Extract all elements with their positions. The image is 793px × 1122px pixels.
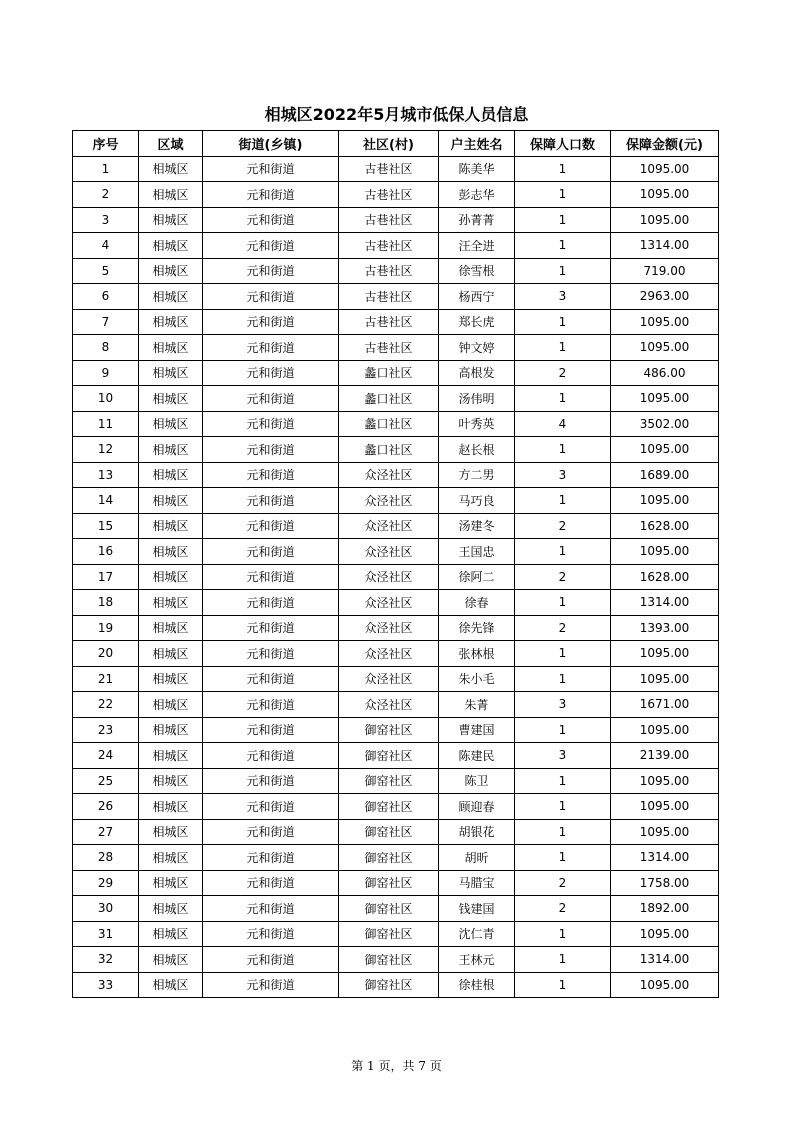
cell-district: 相城区 (139, 284, 203, 310)
table-row (73, 462, 719, 488)
cell-community: 古巷社区 (339, 156, 439, 182)
table-row (73, 794, 719, 820)
table-row (73, 258, 719, 284)
header-householder: 户主姓名 (439, 131, 515, 157)
cell-amount: 1393.00 (611, 615, 719, 641)
cell-householder: 彭志华 (439, 182, 515, 208)
cell-district: 相城区 (139, 437, 203, 463)
table-row (73, 411, 719, 437)
cell-index: 2 (73, 182, 139, 208)
cell-street: 元和街道 (203, 156, 339, 182)
cell-population: 2 (515, 615, 611, 641)
cell-index: 10 (73, 386, 139, 412)
cell-householder: 方二男 (439, 462, 515, 488)
cell-district: 相城区 (139, 896, 203, 922)
cell-amount: 1314.00 (611, 233, 719, 259)
header-population: 保障人口数 (515, 131, 611, 157)
cell-amount: 1095.00 (611, 539, 719, 565)
cell-street: 元和街道 (203, 717, 339, 743)
cell-district: 相城区 (139, 309, 203, 335)
cell-amount: 1095.00 (611, 921, 719, 947)
cell-amount: 486.00 (611, 360, 719, 386)
cell-community: 众泾社区 (339, 692, 439, 718)
cell-street: 元和街道 (203, 513, 339, 539)
cell-district: 相城区 (139, 768, 203, 794)
cell-street: 元和街道 (203, 768, 339, 794)
cell-street: 元和街道 (203, 921, 339, 947)
cell-district: 相城区 (139, 692, 203, 718)
cell-householder: 赵长根 (439, 437, 515, 463)
table-row (73, 335, 719, 361)
cell-street: 元和街道 (203, 539, 339, 565)
cell-community: 御窑社区 (339, 921, 439, 947)
cell-community: 御窑社区 (339, 717, 439, 743)
cell-community: 众泾社区 (339, 513, 439, 539)
cell-population: 1 (515, 488, 611, 514)
cell-population: 1 (515, 794, 611, 820)
cell-district: 相城区 (139, 156, 203, 182)
table-row (73, 972, 719, 998)
cell-population: 3 (515, 462, 611, 488)
cell-community: 古巷社区 (339, 284, 439, 310)
cell-community: 古巷社区 (339, 233, 439, 259)
cell-amount: 1314.00 (611, 845, 719, 871)
cell-index: 30 (73, 896, 139, 922)
document-title: 相城区2022年5月城市低保人员信息 (264, 105, 529, 124)
cell-householder: 胡昕 (439, 845, 515, 871)
table-row (73, 590, 719, 616)
header-index: 序号 (73, 131, 139, 157)
cell-population: 1 (515, 768, 611, 794)
cell-district: 相城区 (139, 921, 203, 947)
table-row (73, 233, 719, 259)
cell-district: 相城区 (139, 870, 203, 896)
cell-community: 古巷社区 (339, 207, 439, 233)
cell-district: 相城区 (139, 794, 203, 820)
cell-street: 元和街道 (203, 309, 339, 335)
cell-index: 13 (73, 462, 139, 488)
cell-amount: 1095.00 (611, 819, 719, 845)
cell-amount: 1758.00 (611, 870, 719, 896)
cell-community: 古巷社区 (339, 309, 439, 335)
cell-street: 元和街道 (203, 564, 339, 590)
cell-community: 蠡口社区 (339, 386, 439, 412)
cell-street: 元和街道 (203, 411, 339, 437)
cell-street: 元和街道 (203, 284, 339, 310)
cell-index: 31 (73, 921, 139, 947)
cell-population: 1 (515, 666, 611, 692)
cell-householder: 王林元 (439, 947, 515, 973)
cell-community: 众泾社区 (339, 564, 439, 590)
cell-population: 3 (515, 284, 611, 310)
cell-population: 1 (515, 156, 611, 182)
cell-householder: 王国忠 (439, 539, 515, 565)
cell-population: 2 (515, 870, 611, 896)
cell-householder: 徐春 (439, 590, 515, 616)
table-row (73, 182, 719, 208)
cell-index: 24 (73, 743, 139, 769)
cell-population: 1 (515, 947, 611, 973)
cell-householder: 杨西宁 (439, 284, 515, 310)
cell-street: 元和街道 (203, 870, 339, 896)
cell-index: 12 (73, 437, 139, 463)
cell-community: 蠡口社区 (339, 360, 439, 386)
cell-index: 26 (73, 794, 139, 820)
cell-street: 元和街道 (203, 743, 339, 769)
cell-amount: 1671.00 (611, 692, 719, 718)
cell-householder: 钱建国 (439, 896, 515, 922)
cell-householder: 顾迎春 (439, 794, 515, 820)
header-amount: 保障金额(元) (611, 131, 719, 157)
table-row (73, 360, 719, 386)
header-district: 区域 (139, 131, 203, 157)
cell-index: 4 (73, 233, 139, 259)
cell-community: 众泾社区 (339, 488, 439, 514)
cell-amount: 2963.00 (611, 284, 719, 310)
cell-street: 元和街道 (203, 360, 339, 386)
cell-street: 元和街道 (203, 233, 339, 259)
cell-amount: 1095.00 (611, 182, 719, 208)
cell-amount: 1095.00 (611, 335, 719, 361)
cell-householder: 徐桂根 (439, 972, 515, 998)
cell-householder: 陈卫 (439, 768, 515, 794)
table-row (73, 615, 719, 641)
cell-householder: 陈建民 (439, 743, 515, 769)
cell-district: 相城区 (139, 590, 203, 616)
cell-householder: 徐雪根 (439, 258, 515, 284)
cell-householder: 汤伟明 (439, 386, 515, 412)
cell-street: 元和街道 (203, 819, 339, 845)
cell-district: 相城区 (139, 564, 203, 590)
cell-index: 9 (73, 360, 139, 386)
cell-index: 25 (73, 768, 139, 794)
cell-index: 20 (73, 641, 139, 667)
cell-population: 2 (515, 564, 611, 590)
cell-index: 1 (73, 156, 139, 182)
cell-amount: 3502.00 (611, 411, 719, 437)
cell-community: 御窑社区 (339, 870, 439, 896)
cell-householder: 马巧良 (439, 488, 515, 514)
cell-index: 19 (73, 615, 139, 641)
cell-population: 1 (515, 845, 611, 871)
cell-community: 古巷社区 (339, 182, 439, 208)
cell-amount: 1095.00 (611, 437, 719, 463)
cell-district: 相城区 (139, 845, 203, 871)
cell-population: 1 (515, 258, 611, 284)
cell-index: 11 (73, 411, 139, 437)
cell-community: 御窑社区 (339, 896, 439, 922)
cell-amount: 1095.00 (611, 972, 719, 998)
cell-population: 1 (515, 335, 611, 361)
page-footer: 第 1 页，共 7 页 (351, 1059, 442, 1073)
table-header-row (73, 131, 719, 157)
cell-householder: 叶秀英 (439, 411, 515, 437)
cell-population: 4 (515, 411, 611, 437)
cell-street: 元和街道 (203, 335, 339, 361)
cell-population: 1 (515, 641, 611, 667)
cell-amount: 1095.00 (611, 488, 719, 514)
cell-index: 14 (73, 488, 139, 514)
table-row (73, 309, 719, 335)
cell-amount: 1095.00 (611, 666, 719, 692)
cell-householder: 徐先锋 (439, 615, 515, 641)
cell-householder: 张林根 (439, 641, 515, 667)
cell-community: 古巷社区 (339, 258, 439, 284)
cell-amount: 2139.00 (611, 743, 719, 769)
cell-amount: 1314.00 (611, 590, 719, 616)
cell-district: 相城区 (139, 182, 203, 208)
cell-community: 御窑社区 (339, 845, 439, 871)
cell-district: 相城区 (139, 233, 203, 259)
cell-district: 相城区 (139, 539, 203, 565)
cell-population: 1 (515, 309, 611, 335)
cell-street: 元和街道 (203, 437, 339, 463)
cell-population: 1 (515, 921, 611, 947)
cell-amount: 1095.00 (611, 641, 719, 667)
cell-householder: 胡银花 (439, 819, 515, 845)
cell-street: 元和街道 (203, 462, 339, 488)
cell-population: 1 (515, 437, 611, 463)
cell-population: 1 (515, 386, 611, 412)
cell-population: 1 (515, 717, 611, 743)
cell-street: 元和街道 (203, 488, 339, 514)
table-row (73, 768, 719, 794)
cell-index: 3 (73, 207, 139, 233)
cell-householder: 徐阿二 (439, 564, 515, 590)
cell-community: 蠡口社区 (339, 437, 439, 463)
cell-index: 8 (73, 335, 139, 361)
cell-index: 7 (73, 309, 139, 335)
cell-index: 21 (73, 666, 139, 692)
cell-district: 相城区 (139, 743, 203, 769)
cell-householder: 朱小毛 (439, 666, 515, 692)
cell-householder: 曹建国 (439, 717, 515, 743)
cell-householder: 马腊宝 (439, 870, 515, 896)
table-row (73, 641, 719, 667)
cell-district: 相城区 (139, 386, 203, 412)
table-row (73, 896, 719, 922)
table-row (73, 819, 719, 845)
cell-amount: 1095.00 (611, 156, 719, 182)
cell-population: 2 (515, 513, 611, 539)
cell-amount: 1628.00 (611, 564, 719, 590)
cell-district: 相城区 (139, 411, 203, 437)
cell-householder: 孙菁菁 (439, 207, 515, 233)
data-table (72, 130, 719, 998)
cell-amount: 1095.00 (611, 794, 719, 820)
cell-community: 御窑社区 (339, 947, 439, 973)
table-row (73, 692, 719, 718)
cell-index: 5 (73, 258, 139, 284)
cell-population: 1 (515, 182, 611, 208)
cell-community: 古巷社区 (339, 335, 439, 361)
table-row (73, 870, 719, 896)
cell-district: 相城区 (139, 335, 203, 361)
table-row (73, 513, 719, 539)
cell-amount: 1095.00 (611, 386, 719, 412)
cell-index: 16 (73, 539, 139, 565)
table-row (73, 921, 719, 947)
cell-amount: 719.00 (611, 258, 719, 284)
cell-street: 元和街道 (203, 207, 339, 233)
cell-district: 相城区 (139, 360, 203, 386)
header-community: 社区(村) (339, 131, 439, 157)
cell-index: 22 (73, 692, 139, 718)
cell-community: 御窑社区 (339, 972, 439, 998)
cell-population: 2 (515, 360, 611, 386)
cell-district: 相城区 (139, 488, 203, 514)
cell-district: 相城区 (139, 258, 203, 284)
cell-householder: 沈仁青 (439, 921, 515, 947)
cell-street: 元和街道 (203, 972, 339, 998)
cell-street: 元和街道 (203, 666, 339, 692)
cell-index: 17 (73, 564, 139, 590)
table-row (73, 386, 719, 412)
cell-population: 1 (515, 972, 611, 998)
table-row (73, 156, 719, 182)
cell-district: 相城区 (139, 641, 203, 667)
cell-index: 6 (73, 284, 139, 310)
cell-street: 元和街道 (203, 692, 339, 718)
cell-community: 众泾社区 (339, 462, 439, 488)
cell-district: 相城区 (139, 462, 203, 488)
cell-householder: 陈美华 (439, 156, 515, 182)
cell-population: 2 (515, 896, 611, 922)
header-street: 街道(乡镇) (203, 131, 339, 157)
table-row (73, 947, 719, 973)
cell-district: 相城区 (139, 513, 203, 539)
cell-amount: 1095.00 (611, 309, 719, 335)
cell-street: 元和街道 (203, 896, 339, 922)
cell-amount: 1095.00 (611, 768, 719, 794)
cell-population: 1 (515, 819, 611, 845)
table-row (73, 488, 719, 514)
cell-district: 相城区 (139, 947, 203, 973)
cell-index: 27 (73, 819, 139, 845)
cell-amount: 1892.00 (611, 896, 719, 922)
cell-district: 相城区 (139, 207, 203, 233)
table-row (73, 284, 719, 310)
cell-population: 1 (515, 233, 611, 259)
cell-index: 18 (73, 590, 139, 616)
cell-population: 1 (515, 590, 611, 616)
cell-street: 元和街道 (203, 845, 339, 871)
cell-index: 33 (73, 972, 139, 998)
cell-householder: 朱菁 (439, 692, 515, 718)
cell-community: 众泾社区 (339, 641, 439, 667)
cell-community: 众泾社区 (339, 615, 439, 641)
cell-amount: 1095.00 (611, 717, 719, 743)
cell-district: 相城区 (139, 717, 203, 743)
table-row (73, 539, 719, 565)
cell-district: 相城区 (139, 972, 203, 998)
table-row (73, 666, 719, 692)
cell-street: 元和街道 (203, 947, 339, 973)
table-row (73, 717, 719, 743)
table-row (73, 437, 719, 463)
cell-street: 元和街道 (203, 258, 339, 284)
cell-population: 3 (515, 692, 611, 718)
cell-householder: 高根发 (439, 360, 515, 386)
cell-district: 相城区 (139, 666, 203, 692)
cell-householder: 钟文婷 (439, 335, 515, 361)
table-body (73, 156, 719, 998)
cell-street: 元和街道 (203, 590, 339, 616)
cell-index: 29 (73, 870, 139, 896)
table-row (73, 564, 719, 590)
cell-street: 元和街道 (203, 641, 339, 667)
cell-community: 蠡口社区 (339, 411, 439, 437)
cell-amount: 1628.00 (611, 513, 719, 539)
cell-amount: 1314.00 (611, 947, 719, 973)
cell-index: 28 (73, 845, 139, 871)
cell-population: 1 (515, 539, 611, 565)
cell-community: 众泾社区 (339, 590, 439, 616)
cell-index: 15 (73, 513, 139, 539)
cell-community: 御窑社区 (339, 768, 439, 794)
cell-street: 元和街道 (203, 386, 339, 412)
cell-index: 23 (73, 717, 139, 743)
cell-community: 御窑社区 (339, 819, 439, 845)
cell-index: 32 (73, 947, 139, 973)
cell-community: 众泾社区 (339, 539, 439, 565)
cell-street: 元和街道 (203, 615, 339, 641)
cell-community: 众泾社区 (339, 666, 439, 692)
cell-population: 1 (515, 207, 611, 233)
cell-population: 3 (515, 743, 611, 769)
cell-community: 御窑社区 (339, 743, 439, 769)
cell-street: 元和街道 (203, 182, 339, 208)
cell-community: 御窑社区 (339, 794, 439, 820)
cell-amount: 1689.00 (611, 462, 719, 488)
cell-district: 相城区 (139, 819, 203, 845)
table-row (73, 207, 719, 233)
table-row (73, 845, 719, 871)
cell-householder: 郑长虎 (439, 309, 515, 335)
cell-street: 元和街道 (203, 794, 339, 820)
cell-amount: 1095.00 (611, 207, 719, 233)
cell-householder: 汤建冬 (439, 513, 515, 539)
table-row (73, 743, 719, 769)
cell-householder: 汪全进 (439, 233, 515, 259)
cell-district: 相城区 (139, 615, 203, 641)
